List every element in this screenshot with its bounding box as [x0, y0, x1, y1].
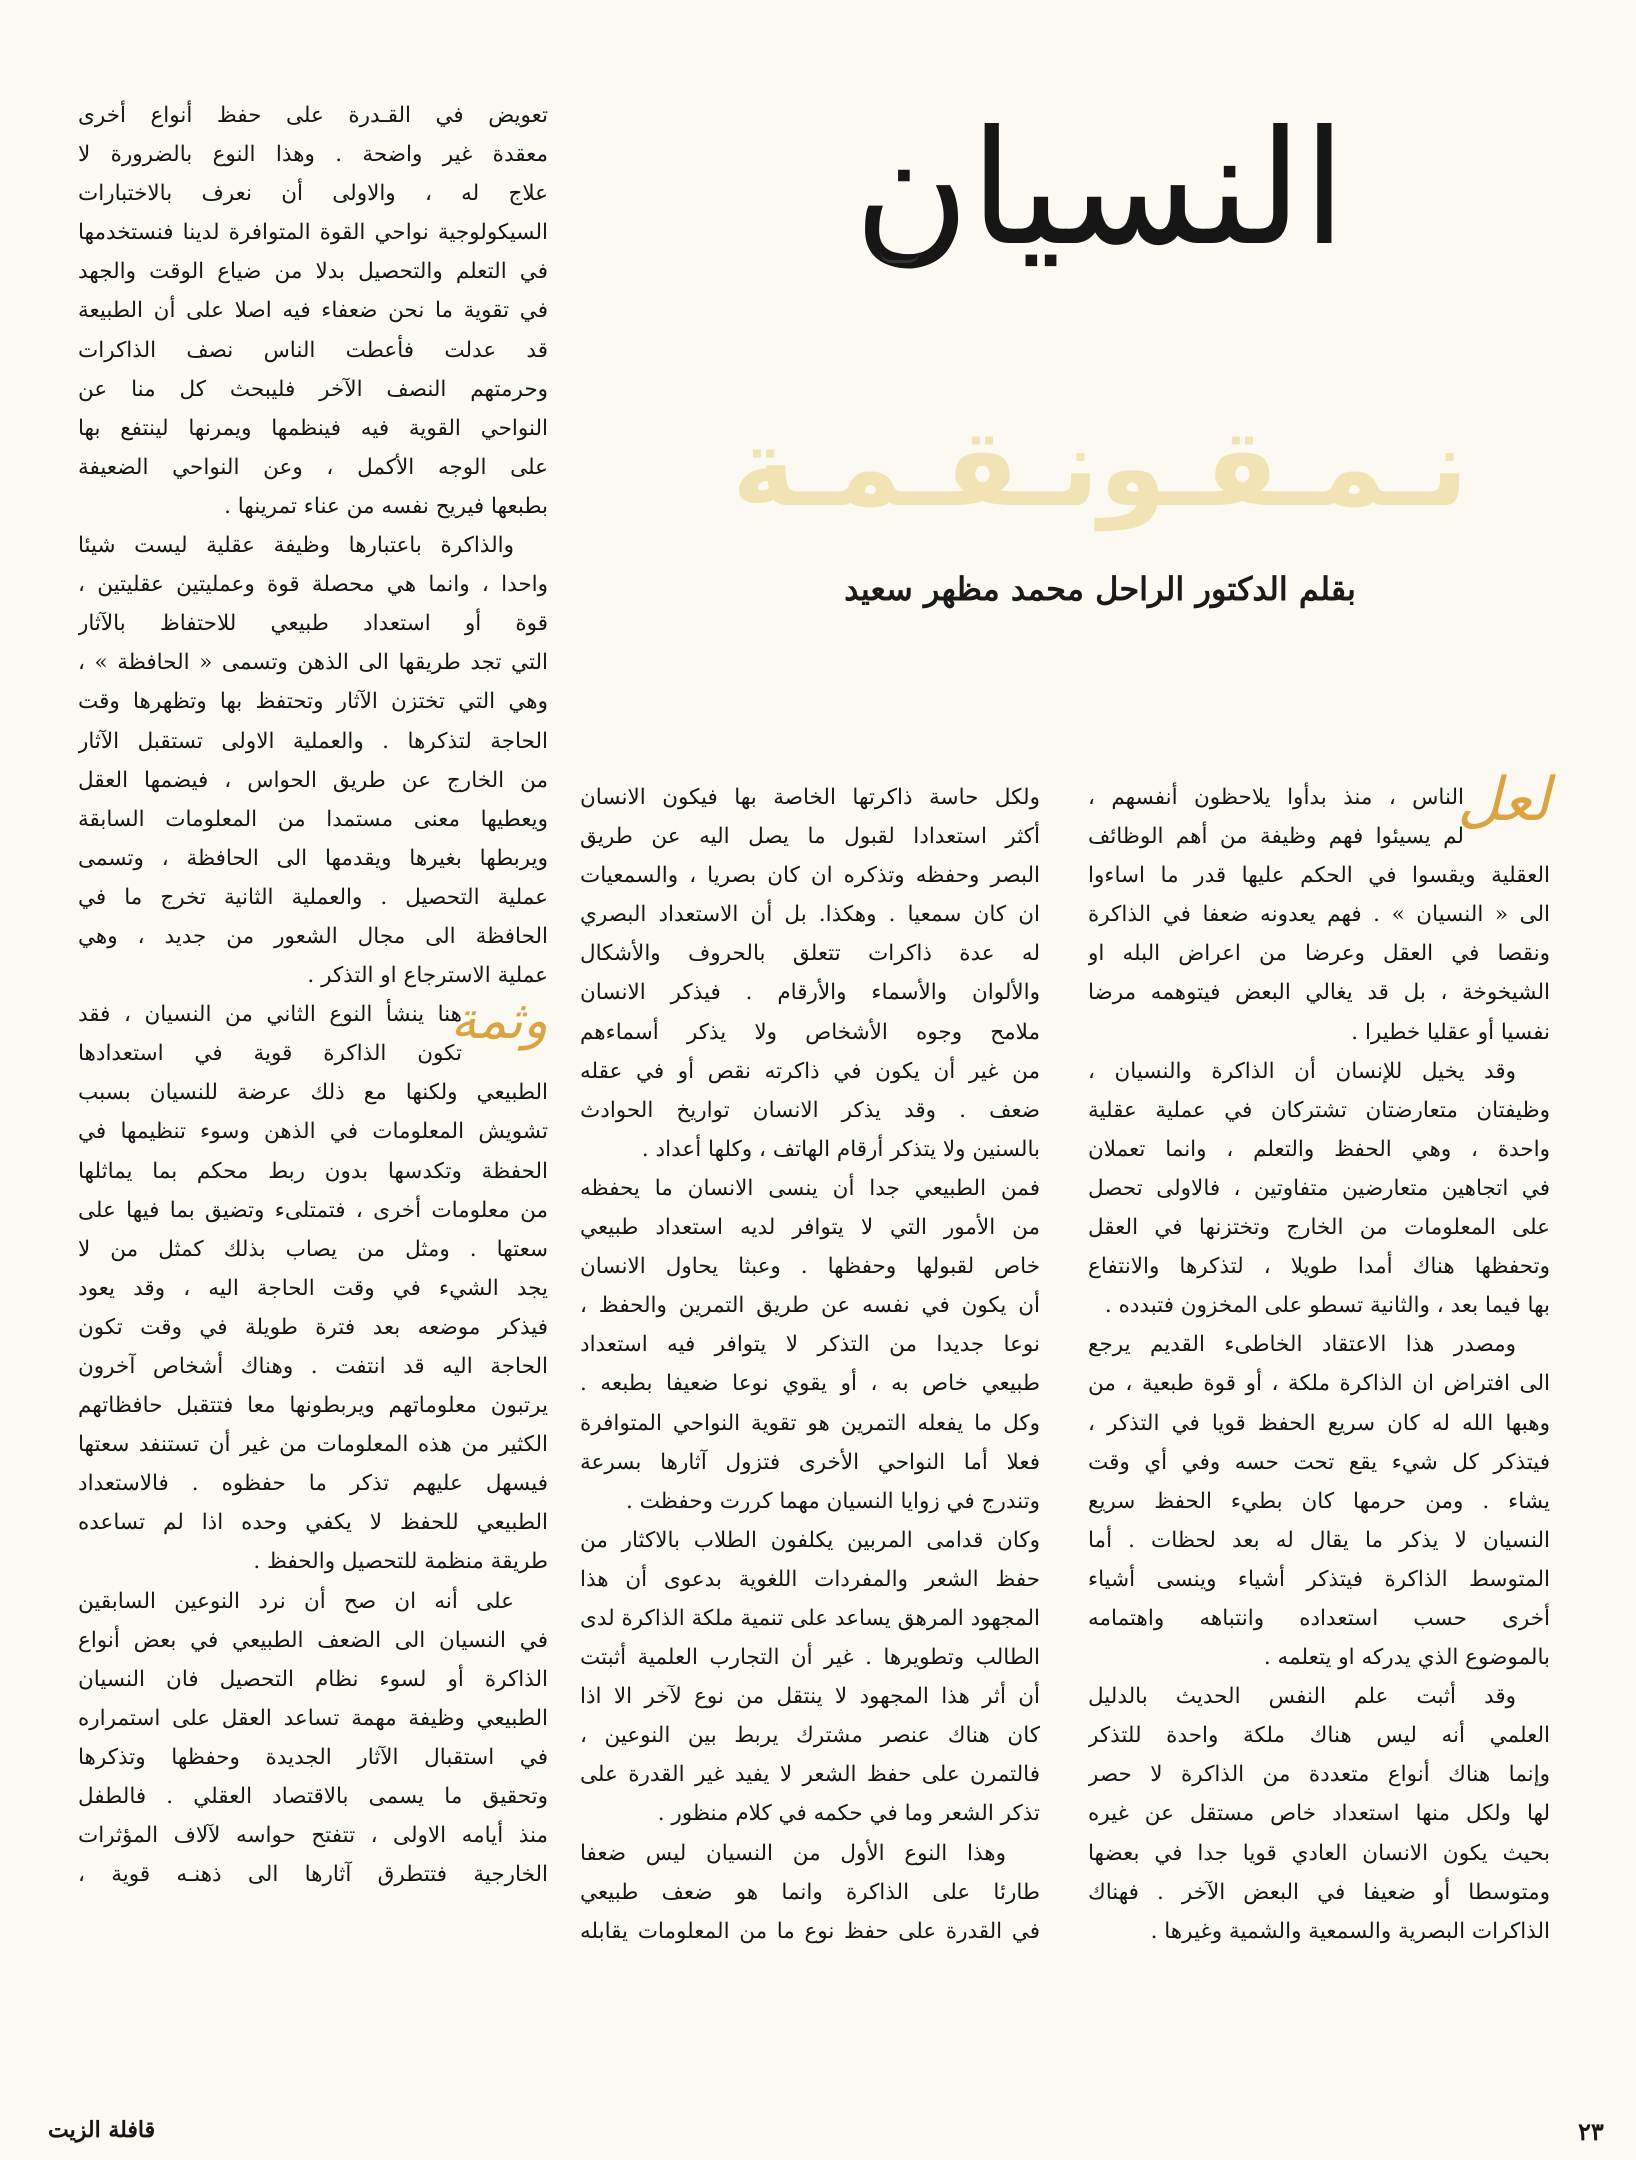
text-line: قد عدلت فأعطت الناس نصف الذاكرات — [78, 337, 548, 363]
text-line: فمن الطبيعي جدا أن ينسى الانسان ما يحفظه — [580, 1175, 1040, 1201]
text-column-right — [1088, 765, 1550, 1951]
text-column-middle — [580, 778, 1040, 1951]
drop-cap: وثمة — [450, 991, 548, 1052]
text-line: أكثر استعدادا لقبول ما يصل اليه عن طريق — [580, 824, 1040, 850]
text-column-left — [78, 96, 548, 1894]
text-line: الخارجية فتتطرق آثارها الى ذهنـه قوية ، — [78, 1862, 548, 1888]
text-line: الحفظة وتكدسها بدون ربط محكم بما يماثلها — [78, 1158, 548, 1184]
text-line: طارئا على الذاكرة وانما هو ضعف طبيعي — [580, 1879, 1040, 1905]
text-line: نوعا جديدا من التذكر لا يتوافر فيه استعداد — [580, 1332, 1040, 1358]
paragraph-with-dropcap — [78, 991, 548, 1894]
text-line: النسيان لا يذكر ما يقال له بعد لحظات . أما — [1088, 1527, 1550, 1553]
text-line: الحاجة اليه قد انتفت . وهناك أشخاص آخرون — [78, 1354, 548, 1379]
text-line: وهذا النوع الأول من النسيان ليس ضعفا — [580, 1840, 1006, 1866]
text-line: سعتها . ومثل من يصاب بذلك كمثل من لا — [78, 1236, 548, 1262]
text-line: في التعلم والتحصيل بدلا من ضياع الوقت والجهد — [78, 259, 548, 285]
text-line: الناس ، منذ بدأوا يلاحظون أنفسهم ، — [1088, 785, 1464, 810]
text-line: الطالب وتطويرها . غير أن التجارب العلمية أثبتت — [580, 1645, 1040, 1671]
text-line: تشويش المعلومات في الذهن وسوء تنظيمها في — [78, 1119, 548, 1145]
text-line: عملية التحصيل . والعملية الثانية تخرج ما في — [78, 884, 548, 910]
text-line: ويعطيها معنى مستمدا من المعلومات السابقة — [78, 806, 548, 832]
text-line: أن أثر هذا المجهود لا ينتقل من نوع لآخر الا اذا — [580, 1684, 1040, 1710]
text-line: الى افتراض ان الذاكرة ملكة ، أو قوة طبعية ، من — [1088, 1371, 1550, 1397]
text-line: ونقصا في العقل وعرضا من اعراض البله او — [1088, 941, 1550, 967]
text-line: والألوان والأسماء والأرقام . فيذكر الانسان — [580, 980, 1040, 1006]
text-line: بحيث يكون الانسان العادي قويا جدا في بعضها — [1088, 1840, 1550, 1866]
text-line: ان كان سمعيا . وهكذا. بل أن الاستعداد البصري — [580, 902, 1040, 928]
text-line: على المعلومات من الخارج وتختزنها في العقل — [1088, 1215, 1550, 1241]
text-line: تذكر الشعر وما في حكمه في كلام منظور . — [657, 1801, 1040, 1827]
text-line: من الأمور التي لا يتوافر لديه استعداد طبيعي — [580, 1215, 1040, 1241]
text-line: يجد الشيء في وقت الحاجة اليه ، وقد يعود — [78, 1275, 548, 1301]
text-line: لها ولكل منها استعداد خاص مستقل عن غيره — [1088, 1801, 1550, 1827]
text-line: الى « النسيان » . فهم يعدونه ضعفا في الذاكرة — [1088, 902, 1550, 928]
text-line: وقد يخيل للإنسان أن الذاكرة والنسيان ، — [1088, 1058, 1516, 1084]
text-line: أخرى حسب استعداده وانتباهه واهتمامه — [1088, 1605, 1550, 1631]
text-line: فيتذكر كل شيء يقع تحت حسه وفي أي وقت — [1088, 1449, 1550, 1475]
text-line: طريقة منظمة للتحصيل والحفظ . — [253, 1549, 548, 1575]
text-line: ومصدر هذا الاعتقاد الخاطىء القديم يرجع — [1088, 1332, 1516, 1358]
text-line: في النسيان الى الضعف الطبيعي في بعض أنواع — [78, 1627, 548, 1653]
text-line: ملامح وجوه الأشخاص ولا يذكر أسماءهم — [580, 1019, 1040, 1045]
text-line: وكان قدامى المربين يكلفون الطلاب بالاكثار من — [580, 1527, 1040, 1553]
text-line: الشيخوخة ، بل قد يغالي البعض فيتوهمه مرضا — [1088, 980, 1550, 1006]
text-line: خاص لقبولها وحفظها . وعبثا يحاول الانسان — [580, 1254, 1040, 1280]
footer-magazine-name: قافلة الزيت — [48, 2117, 156, 2143]
text-line: الحاجة لتذكرها . والعملية الاولى تستقبل الآثار — [78, 728, 548, 754]
text-line: والذاكرة باعتبارها وظيفة عقلية ليست شيئا — [78, 533, 514, 559]
title-ornament — [880, 240, 920, 263]
text-line: في تقوية ما نحن ضعفاء فيه اصلا على أن الطبيعة — [78, 298, 548, 324]
text-line: من معلومات أخرى ، فتمتلىء وتضيق بما فيها على — [78, 1197, 548, 1223]
text-line: المتوسط الذاكرة فيتذكر أشياء وينسى أشياء — [1088, 1566, 1550, 1592]
text-line: وتحفظها هناك أمدا طويلا ، لتذكرها والانتفاع — [1088, 1254, 1550, 1280]
text-line: لم يسيئوا فهم وظيفة من أهم الوظائف — [1088, 824, 1464, 850]
text-line: وظيفتان متعارضتان تشتركان في عملية عقلية — [1088, 1097, 1550, 1123]
text-line: الكثير من هذه المعلومات من غير أن تستنفد سعتها — [78, 1432, 548, 1458]
text-line: واحدا ، وانما هي محصلة قوة وعمليتين عقليتين ، — [78, 572, 548, 598]
text-line: الحافظة الى مجال الشعور من جديد ، وهي — [78, 923, 548, 949]
text-line: واحدة ، وهي الحفظ والتعلم ، وانما تعملان — [1088, 1136, 1550, 1162]
text-line: فالتمرن على حفظ الشعر لا يفيد غير القدرة على — [580, 1762, 1040, 1788]
text-line: علاج له ، والاولى أن نعرف بالاختبارات — [78, 181, 548, 207]
text-line: على أنه ان صح أن نرد النوعين السابقين — [78, 1588, 514, 1614]
text-line: الطبيعي وظيفة مهمة تساعد العقل على استمراره — [78, 1705, 548, 1731]
text-line: وإنما هناك أنواع متعددة من الذاكرة لا حصر — [1088, 1762, 1550, 1788]
text-line: حفظ الشعر والمفردات اللغوية بدعوى أن هذا — [580, 1566, 1040, 1592]
text-line: النواحي القوية فيه فينظمها ويمرنها لينتفع بها — [78, 415, 548, 441]
text-line: وحرمتهم النصف الآخر فليبحث كل منا عن — [78, 376, 548, 402]
text-line: ضعف . وقد يذكر الانسان تواريخ الحوادث — [580, 1097, 1040, 1123]
text-line: العقلية ويقسوا في الحكم عليها قدر ما اساءوا — [1088, 863, 1550, 889]
text-line: وكل ما يفعله التمرين هو تقوية النواحي المتوافرة — [580, 1410, 1040, 1436]
text-line: من الخارج عن طريق الحواس ، فيضمها العقل — [78, 767, 548, 793]
text-line: له عدة ذاكرات تتعلق بالحروف والأشكال — [580, 941, 1040, 967]
text-line: ويربطها بغيرها ويقدمها الى الحافظة ، وتسمى — [78, 845, 548, 871]
drop-cap: لعل — [1457, 765, 1550, 835]
text-line: بها فيما بعد ، والثانية تسطو على المخزون فتبدده . — [1104, 1293, 1550, 1319]
text-line: الطبيعي ولكنها مع ذلك عرضة للنسيان بسبب — [78, 1080, 548, 1106]
text-line: ولكل حاسة ذاكرتها الخاصة بها فيكون الانسان — [580, 785, 1040, 810]
text-line: ومتوسطا أو ضعيفا في البعض الآخر . فهناك — [1088, 1879, 1550, 1905]
text-line: قوة أو استعداد طبيعي للاحتفاظ بالآثار — [78, 611, 548, 637]
text-line: الذاكرات البصرية والسمعية والشمية وغيرها . — [1150, 1918, 1550, 1944]
article-byline: بقلم الدكتور الراحل محمد مظهر سعيد — [844, 570, 1356, 608]
text-line: وهي التي تختزن الآثار وتحتفظ بها وتظهرها وقت — [78, 689, 548, 715]
text-line: منذ أيامه الاولى ، تتفتح حواسه لآلاف المؤثرات — [78, 1823, 548, 1849]
text-line: يرتبون معلوماتهم ويربطونها معا فتتقبل حافظاتهم — [78, 1393, 548, 1419]
text-line: في استقبال الآثار الجديدة وحفظها وتذكرها — [78, 1744, 548, 1770]
decorative-subtitle: نـمـقـونـقـمـة — [731, 406, 1469, 531]
text-line: هنا ينشأ النوع الثاني من النسيان ، فقد — [78, 1002, 462, 1028]
text-line: في القدرة على حفظ نوع ما من المعلومات يقابله — [580, 1918, 1040, 1944]
text-line: بالسنين ولا يتذكر أرقام الهاتف ، وكلها أعداد . — [641, 1136, 1040, 1162]
text-line: طبيعي خاص به ، أو يقوي نوعا ضعيفا بطبعه . — [580, 1371, 1040, 1397]
article-header — [640, 70, 1560, 690]
text-line: المجهود المرهق يساعد على تنمية ملكة الذاكرة لدى — [580, 1605, 1040, 1631]
text-line: وقد أثبت علم النفس الحديث بالدليل — [1088, 1684, 1516, 1710]
text-line: تكون الذاكرة قوية في استعدادها — [78, 1041, 462, 1067]
text-line: وتندرج في زوايا النسيان مهما كررت وحفظت . — [626, 1488, 1040, 1514]
text-line: وتحقيق ما يسمى بالاقتصاد العقلي . فالطفل — [78, 1784, 548, 1810]
text-line: كان هناك عنصر مشترك يربط بين النوعين ، — [580, 1723, 1040, 1749]
text-line: السيكولوجية نواحي القوة المتوافرة لدينا فنستخدمها — [78, 220, 548, 246]
text-line: عملية الاسترجاع او التذكر . — [307, 963, 548, 989]
article-title: النسيان — [853, 97, 1347, 281]
text-line: بالموضوع الذي يدركه او يتعلمه . — [1263, 1645, 1550, 1671]
text-line: العلمي أنه ليس هناك ملكة واحدة للتذكر — [1088, 1723, 1550, 1749]
text-line: نفسيا أو عقليا خطيرا . — [1351, 1019, 1550, 1045]
text-line: فيسهل عليهم تذكر ما حفظوه . فالاستعداد — [78, 1471, 548, 1497]
text-line: فعلا أما النواحي الأخرى فتزول آثارها بسرعة — [580, 1449, 1040, 1475]
text-line: البصر وحفظه وتذكره ان كان بصريا ، والسمعيات — [580, 863, 1040, 889]
text-line: من غير أن يكون في ذاكرته نقص أو في عقله — [580, 1058, 1040, 1084]
text-line: تعويض في القـدرة على حفظ أنواع أخرى — [78, 103, 548, 128]
text-line: وهبها الله له كان سريع الحفظ قويا في التذكر ، — [1088, 1410, 1550, 1436]
text-line: على الوجه الأكمل ، وعن النواحي الضعيفة — [78, 454, 548, 480]
text-line: يشاء . ومن حرمها كان بطيء الحفظ سريع — [1088, 1488, 1550, 1514]
text-line: فيذكر موضعه بعد فترة طويلة في وقت تكون — [78, 1314, 548, 1340]
text-line: معقدة غير واضحة . وهذا النوع بالضرورة لا — [78, 142, 548, 168]
text-line: الطبيعي للحفظ لا يكفي وحده اذا لم تساعده — [78, 1510, 548, 1536]
text-line: الذاكرة أو لسوء نظام التحصيل فان النسيان — [78, 1666, 548, 1692]
text-line: أن يكون في نفسه عن طريق التمرين والحفظ ، — [580, 1293, 1040, 1319]
text-line: التي تجد طريقها الى الذهن وتسمى « الحافظة » ، — [78, 650, 548, 676]
text-line: في اتجاهين متعارضين متفاوتين ، فالاولى تحصل — [1088, 1175, 1550, 1201]
text-line: بطبعها فيريح نفسه من عناء تمرينها . — [224, 493, 548, 519]
footer-page-number: ٢٣ — [1578, 2117, 1604, 2146]
